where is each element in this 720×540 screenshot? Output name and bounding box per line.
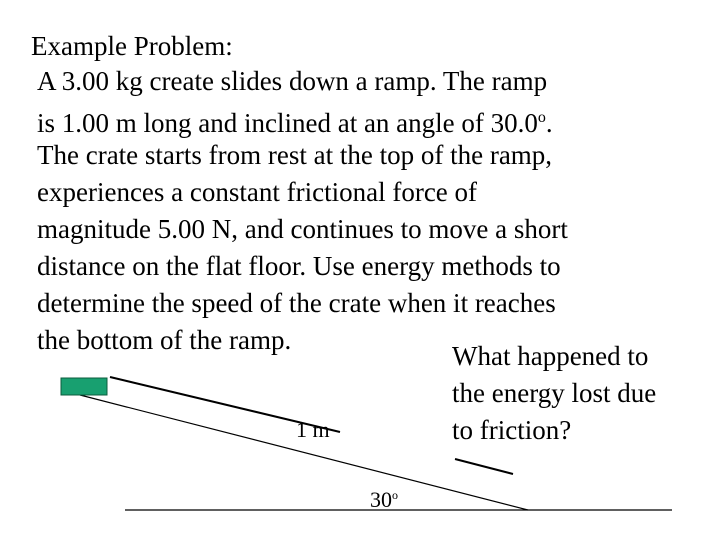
length-label: 1 m xyxy=(296,417,330,442)
length-arrow-right xyxy=(455,459,513,474)
problem-line-text: is 1.00 m long and inclined at an angle of 30.0 xyxy=(37,108,538,138)
problem-line: experiences a constant frictional force of xyxy=(37,177,478,207)
problem-line: the bottom of the ramp. xyxy=(37,325,292,355)
problem-line-end: . xyxy=(545,108,553,138)
slide-heading: Example Problem: xyxy=(31,31,233,61)
ramp-incline xyxy=(80,395,528,510)
angle-value: 30 xyxy=(370,487,392,512)
question-line: What happened to xyxy=(452,341,649,371)
question-line: to friction? xyxy=(452,415,572,445)
crate xyxy=(61,378,107,395)
angle-degree-mark: o xyxy=(392,488,398,502)
angle-label xyxy=(370,483,398,512)
question-line: the energy lost due xyxy=(452,378,657,408)
problem-line: A 3.00 kg create slides down a ramp. The ramp xyxy=(37,66,548,96)
problem-line: determine the speed of the crate when it reaches xyxy=(37,288,556,318)
problem-line: magnitude 5.00 N, and continues to move a short xyxy=(37,214,568,244)
problem-line: distance on the flat floor. Use energy methods to xyxy=(37,251,561,281)
degree-mark: o xyxy=(537,109,546,126)
problem-line: The crate starts from rest at the top of the ramp, xyxy=(37,140,553,170)
